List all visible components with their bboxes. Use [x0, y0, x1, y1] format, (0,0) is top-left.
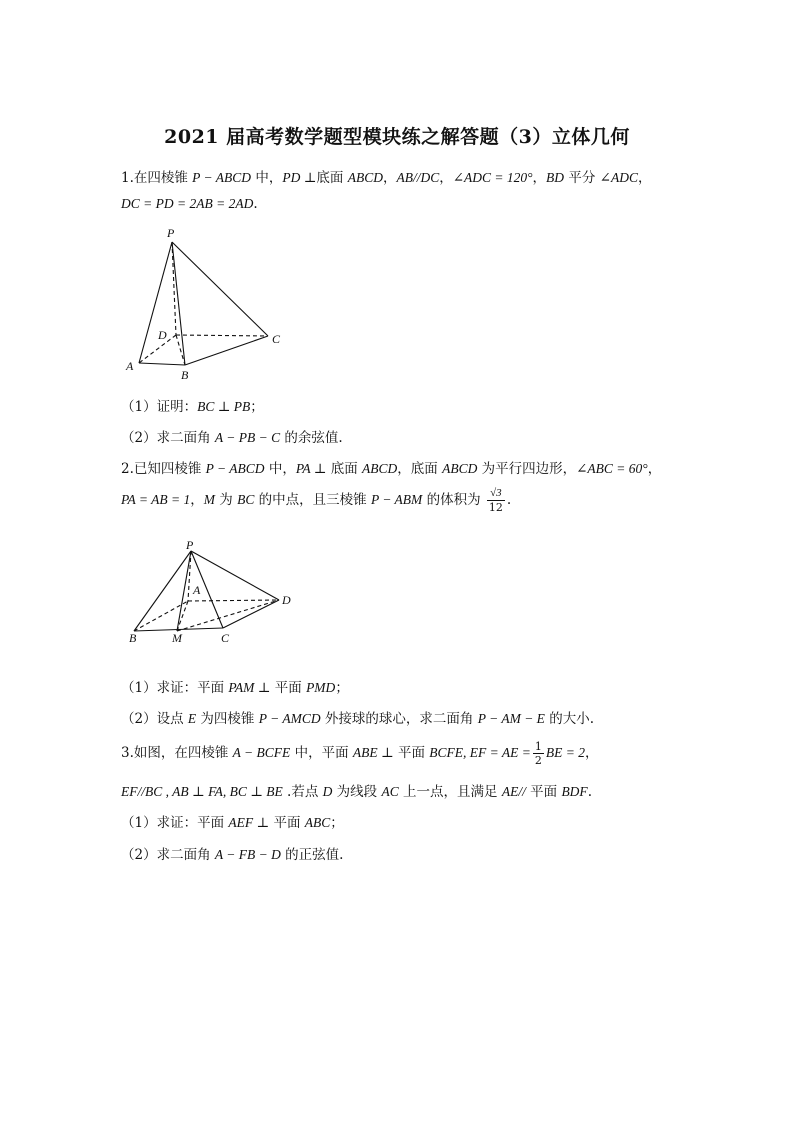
q2-part1	[121, 676, 349, 696]
label-P: P	[186, 538, 194, 552]
q1-text: （1）证明：	[121, 399, 198, 415]
label-A: A	[193, 583, 201, 597]
q3-text: .若点	[282, 784, 323, 800]
q3-math: BE = 2	[545, 745, 585, 760]
q1-math: AB//DC	[396, 170, 440, 185]
q3-text: （2）求二面角	[121, 847, 215, 863]
fraction-denominator: 12	[488, 501, 503, 514]
q3-math: ABC	[304, 815, 331, 830]
half-fraction	[533, 740, 544, 767]
q3-math: AC	[381, 784, 399, 799]
q1-text: （2）求二面角	[121, 430, 215, 446]
edge-PM	[177, 551, 191, 631]
q3-math: ABE ⊥	[352, 745, 394, 760]
q2-math: P − ABM	[370, 492, 423, 507]
label-P: P	[167, 226, 175, 240]
q3-math: AEF ⊥	[228, 815, 270, 830]
q1-text: 1.在四棱锥	[121, 170, 193, 186]
q1-text: ，	[382, 170, 397, 186]
q2-math: P − AMCD	[258, 711, 321, 726]
q2-text: 的大小.	[544, 711, 595, 727]
q3-line1	[121, 740, 598, 767]
edge-PD	[191, 551, 279, 600]
q3-line2	[121, 780, 592, 800]
q3-text: 上一点，且满足	[398, 784, 502, 800]
q2-pyramid-figure	[122, 536, 302, 648]
label-D: D	[282, 593, 291, 607]
q1-text: 底面	[316, 170, 348, 186]
q3-text: 中，平面	[290, 745, 353, 761]
q1-text: ，	[532, 170, 547, 186]
q2-math: P − AM − E	[477, 711, 545, 726]
q2-math: ABCD	[362, 461, 398, 476]
q2-math: PA = AB = 1	[121, 492, 191, 507]
q2-text: 为四棱锥	[196, 711, 259, 727]
q3-text: （1）求证：平面	[121, 815, 229, 831]
q2-text: .	[506, 492, 512, 508]
q1-math: ∠ADC	[599, 170, 638, 185]
q1-math: BD	[546, 170, 565, 185]
q1-math: A − PB − C	[214, 430, 281, 445]
q1-text: 的余弦值.	[280, 430, 343, 446]
q2-text: （2）设点	[121, 711, 188, 727]
q2-text: 的体积为	[422, 492, 485, 508]
q1-pyramid-figure	[118, 222, 298, 384]
q2-text: 2.已知四棱锥	[121, 461, 206, 477]
q1-math: ABCD	[347, 170, 383, 185]
q1-text: ，	[439, 170, 453, 186]
q3-math: D	[322, 784, 333, 799]
fraction-denominator: 2	[534, 754, 542, 767]
q3-text: 3.如图，在四棱锥	[121, 745, 233, 761]
q1-line1	[121, 166, 651, 186]
q1-line2	[121, 196, 258, 212]
q2-text: 为平行四边形，	[477, 461, 577, 477]
q3-text: 平面	[525, 784, 562, 800]
q2-line2	[121, 487, 511, 514]
edge-PB	[134, 551, 191, 631]
q2-text: ，	[190, 492, 204, 508]
label-B: B	[129, 631, 137, 645]
edge-DC-hidden	[176, 335, 268, 336]
q1-text: ，	[637, 170, 652, 186]
edge-BC	[185, 336, 268, 365]
q3-text: 平面	[393, 745, 430, 761]
edge-AM-hidden	[177, 601, 188, 631]
q3-text: 的正弦值.	[280, 847, 344, 863]
q3-text: ；	[330, 815, 344, 831]
q1-math: PD ⊥	[282, 170, 317, 185]
q2-text: 外接球的球心，求二面角	[320, 711, 478, 727]
label-C: C	[272, 332, 281, 346]
q2-math: PMD	[306, 680, 336, 695]
q1-math: P − ABCD	[192, 170, 252, 185]
label-C: C	[221, 631, 230, 645]
q1-math: ∠ADC = 120°	[452, 170, 533, 185]
label-B: B	[181, 368, 189, 382]
q3-text: .	[587, 784, 592, 800]
q3-part2	[121, 843, 343, 863]
q2-line1	[121, 457, 661, 477]
q2-math: BC	[237, 492, 255, 507]
q2-text: ，底面	[397, 461, 443, 477]
q1-part1	[121, 395, 264, 415]
q2-text: 为	[214, 492, 238, 508]
q2-text: 底面	[326, 461, 363, 477]
q3-text: 为线段	[332, 784, 382, 800]
q3-text: 平面	[269, 815, 305, 831]
q2-math: M	[203, 492, 215, 507]
q2-math: P − ABCD	[205, 461, 265, 476]
q1-text: ；	[250, 399, 264, 415]
q1-part2	[121, 426, 343, 446]
volume-fraction	[487, 487, 505, 514]
q2-math: PA ⊥	[295, 461, 327, 476]
q1-text: 平分	[564, 170, 600, 186]
q3-part1	[121, 811, 344, 831]
q3-text: ，	[584, 745, 599, 761]
edge-AB	[139, 363, 185, 365]
edge-MD-hidden	[177, 600, 279, 631]
q2-text: 的中点，且三棱锥	[254, 492, 371, 508]
edge-PC	[172, 242, 268, 336]
q3-math: EF//BC , AB ⊥ FA, BC ⊥ BE	[121, 784, 283, 799]
q2-text: ，	[647, 461, 662, 477]
label-A: A	[126, 359, 134, 373]
q1-text: .	[253, 196, 258, 212]
q2-math: PAM ⊥	[228, 680, 271, 695]
q1-text: 中，	[251, 170, 283, 186]
fraction-numerator: √3	[487, 487, 505, 501]
label-D: D	[158, 328, 167, 342]
q2-text: ；	[335, 680, 349, 696]
label-M: M	[172, 631, 182, 645]
edge-AD-hidden	[188, 600, 279, 601]
fraction-numerator: 1	[534, 740, 542, 753]
q1-math: BC ⊥ PB	[197, 399, 251, 414]
q2-text: （1）求证：平面	[121, 680, 229, 696]
q2-math: ABCD	[442, 461, 478, 476]
page-title: 2021 届高考数学题型模块练之解答题（3）立体几何	[164, 126, 630, 148]
edge-PA	[139, 242, 172, 363]
q3-math: AE//	[501, 784, 526, 799]
edge-PB	[172, 242, 185, 365]
q2-math: E	[187, 711, 197, 726]
q3-math: BDF	[561, 784, 588, 799]
q1-math: DC = PD = 2AB = 2AD	[121, 196, 254, 211]
q2-math: ∠ABC = 60°	[576, 461, 648, 476]
q3-math: BCFE, EF = AE =	[429, 745, 531, 760]
q2-part2	[121, 707, 594, 727]
q2-text: 平面	[270, 680, 307, 696]
q3-math: A − FB − D	[214, 847, 281, 862]
q2-text: 中，	[264, 461, 296, 477]
q3-math: A − BCFE	[232, 745, 291, 760]
